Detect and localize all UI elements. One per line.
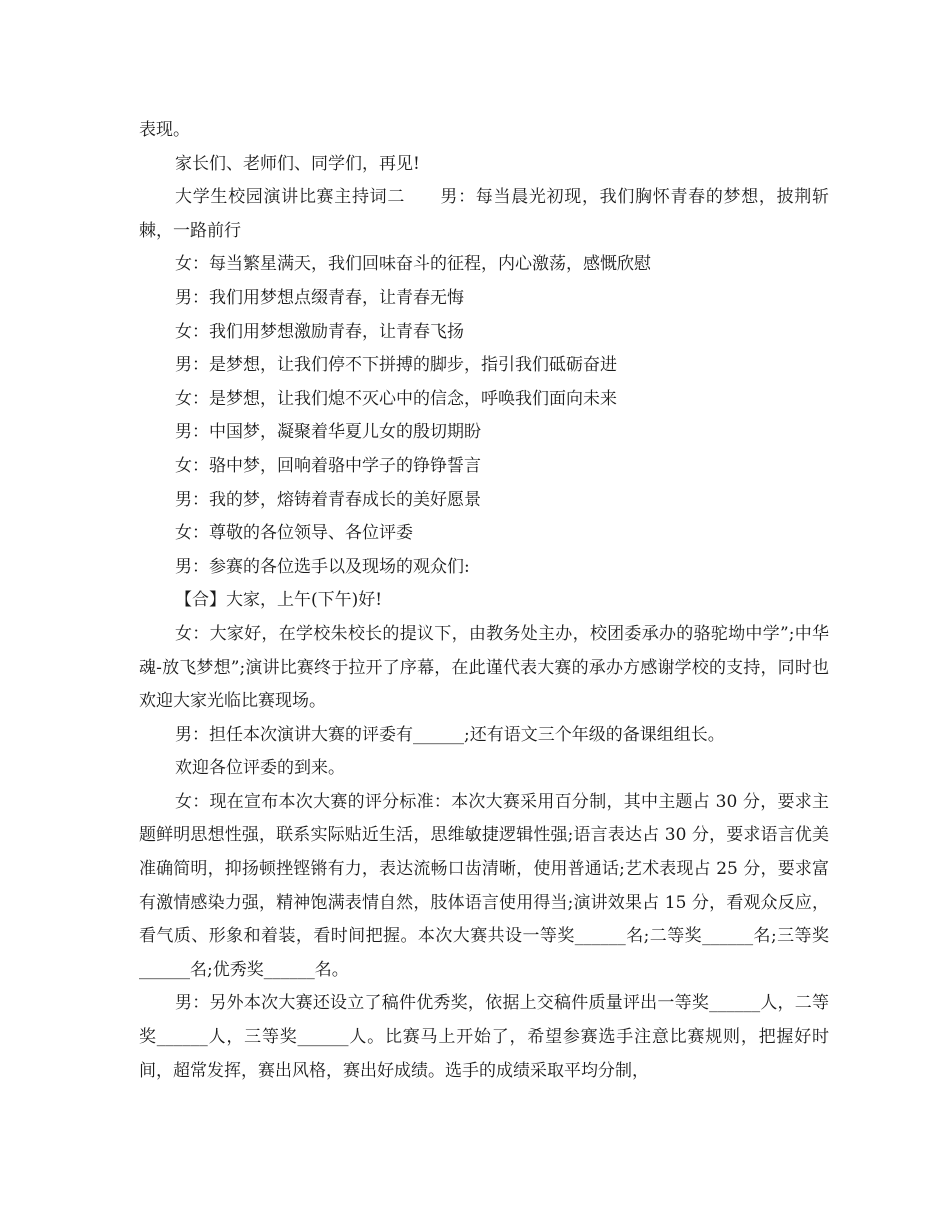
paragraph: 女：大家好，在学校朱校长的提议下，由教务处主办，校团委承办的骆驼坳中学”;中华魂-放飞梦想”;演讲比赛终于拉开了序幕，在此谨代表大赛的承办方感谢学校的支持，同时也欢迎大家光临比赛现场。 [139,623,829,712]
paragraph: 男：中国梦，凝聚着华夏儿女的殷切期盼 [175,422,481,443]
paragraph: 女：我们用梦想激励青春，让青春飞扬 [175,321,464,342]
paragraph: 男：我的梦，熔铸着青春成长的美好愿景 [175,489,481,510]
paragraph: 女：每当繁星满天，我们回味奋斗的征程，内心激荡，感慨欣慰 [175,254,651,275]
paragraph: 【合】大家，上午(下午)好! [175,590,383,611]
paragraph: 男：我们用梦想点缀青春，让青春无悔 [175,287,464,308]
paragraph: 表现。 [139,120,190,140]
paragraph: 女：尊敬的各位领导、各位评委 [175,523,413,544]
paragraph: 男：另外本次大赛还设立了稿件优秀奖，依据上交稿件质量评出一等奖______人，二等奖______人，三等奖______人。比赛马上开始了，希望参赛选手注意比赛规则，把握好时间，超常发挥，赛出风格，赛出好成绩。选手的成绩采取平均分制， [139,993,829,1081]
paragraph: 女：是梦想，让我们熄不灭心中的信念，呼唤我们面向未来 [175,388,617,409]
paragraph: 女：骆中梦，回响着骆中学子的铮铮誓言 [175,455,481,476]
paragraph: 家长们、老师们、同学们，再见! [175,153,420,174]
paragraph: 大学生校园演讲比赛主持词二 男：每当晨光初现，我们胸怀青春的梦想，披荆斩棘，一路前行 [139,187,829,241]
paragraph: 男：担任本次演讲大赛的评委有______;还有语文三个年级的备课组组长。 [175,724,725,745]
paragraph: 男：是梦想，让我们停不下拼搏的脚步，指引我们砥砺奋进 [175,355,617,376]
paragraph: 男：参赛的各位选手以及现场的观众们: [175,556,470,577]
document-body [139,114,829,1088]
paragraph: 女：现在宣布本次大赛的评分标准：本次大赛采用百分制，其中主题占 30 分，要求主题鲜明思想性强，联系实际贴近生活，思维敏捷逻辑性强;语言表达占 30 分，要求语言优美准确简明，抑扬顿挫铿锵有力，表达流畅口齿清晰，使用普通话;艺术表现占 25 分，要求富有激情感染力强，精神饱满表情自然，肢体语言使用得当;演讲效果占 15 分，看观众反应，看气质、形象和着装，看时间把握。本次大赛共设一等奖______名;二等奖______名;三等奖______名;优秀奖______名。 [139,791,829,980]
paragraph: 欢迎各位评委的到来。 [175,758,345,779]
